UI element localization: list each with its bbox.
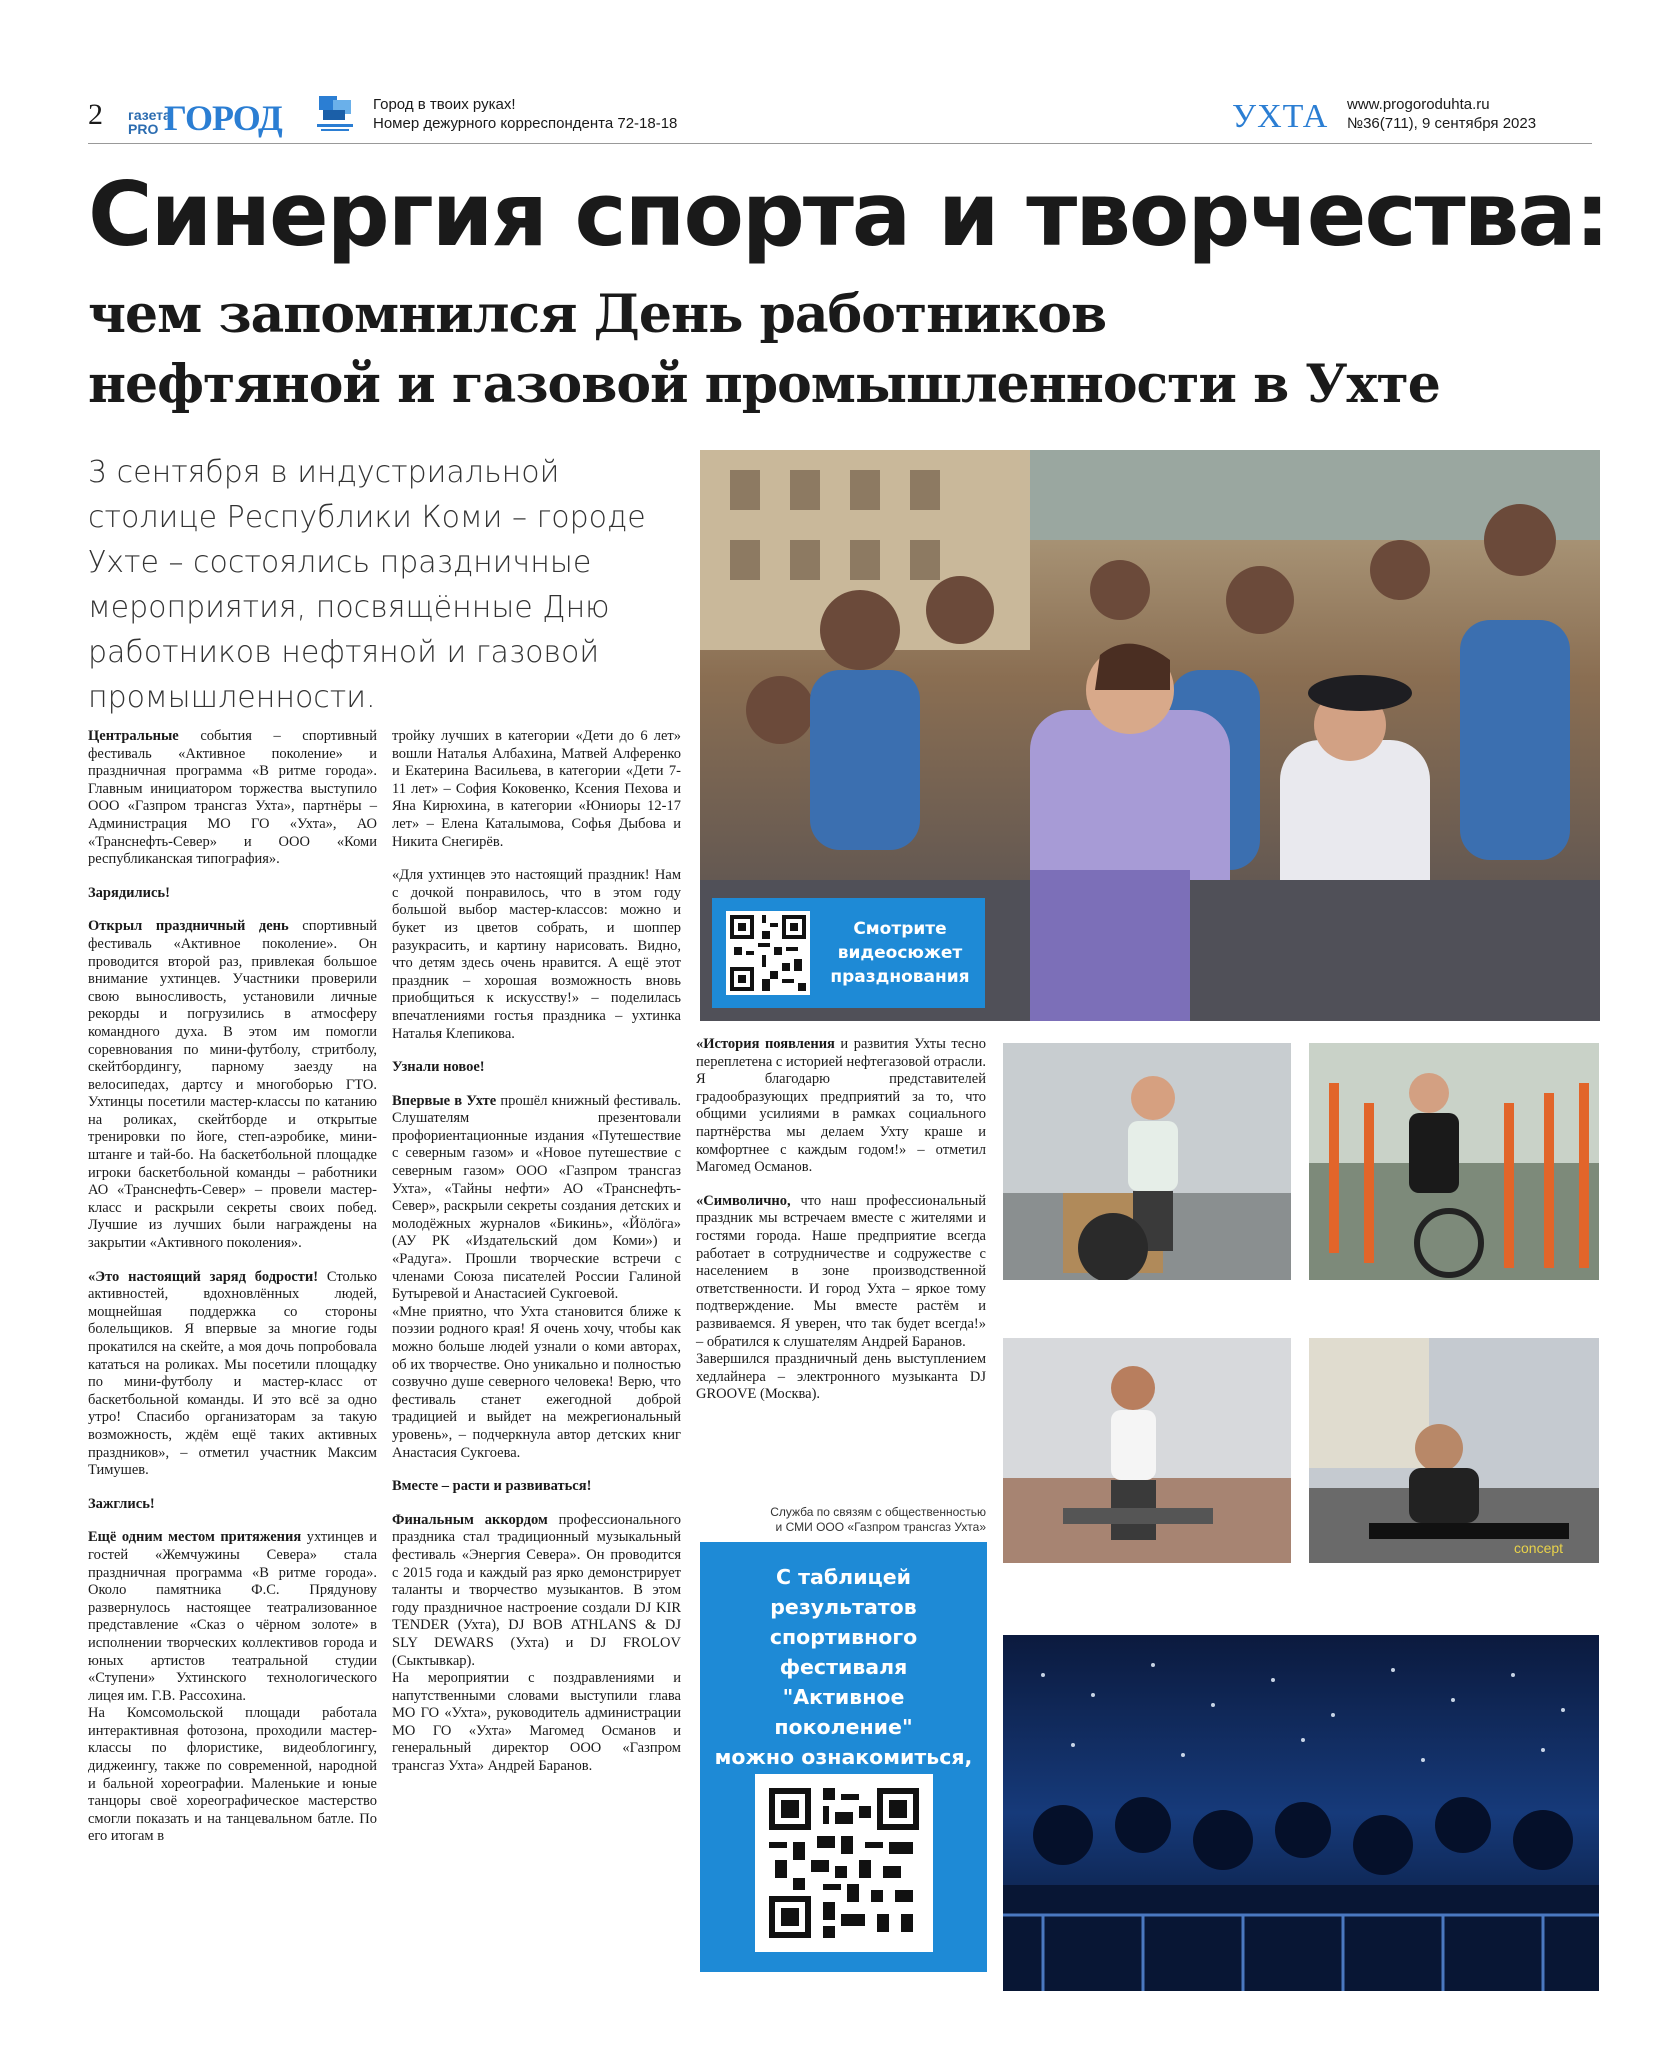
tagline-line-2: Номер дежурного корреспондента 72-18-18	[373, 115, 678, 132]
lead-in: Впервые в Ухте	[392, 1092, 497, 1109]
quote-paragraph	[696, 1036, 986, 1177]
paragraph-text: что наш профессиональный праздник мы встречаем вместе с жителями и гостями города. Наше предприятие всегда работает в сотрудничестве и содружестве с населением в зоне производственной ответственности. И город Ухта – яркое тому подтверждение. Мы вместе растём и развиваемся. Я уверен, что так будет всегда!» – обратился к слушателям Андрей Баранов.	[696, 1192, 986, 1350]
quote-paragraph: «Мне приятно, что Ухта становится ближе к поэзии родного края! Я очень хочу, чтобы как можно больше людей узнали о коми авторах, об их творчестве. Оно уникально и полностью созвучно душе северного человека! Верю, что фестиваль станет ежегодной доброй традицией и выйдет на межрегиональный уровень», – подчеркнула автор детских книг Анастасия Сукгоева.	[392, 1303, 681, 1461]
paragraph	[88, 918, 377, 1252]
header-tagline	[373, 95, 677, 133]
video-qr-code-icon[interactable]	[726, 911, 810, 995]
lead-in: Финальным аккордом	[392, 1511, 548, 1528]
promo-line: "Активное поколение"	[774, 1685, 913, 1739]
paragraph-text: и развития Ухты тесно переплетена с историей нефтегазовой отрасли. Я благодарю представителей градообразующих предприятий за то, что общими усилиями в рамках социального партнёрства мы делаем Ухту краше и комфортнее с каждым годом!» – отметил Магомед Османов.	[696, 1036, 986, 1176]
paragraph-text: ухтинцев и гостей «Жемчужины Севера» стала праздничная программа «В ритме города». Около памятника Ф.С. Прядунову развернулось настоящее театрализованное представление «Сказ о чёрном золоте» в исполнении творческих коллективов города и юных артистов театральной студии «Ступени» Ухтинского технологического лицея им. Г.В. Рассохина.	[88, 1529, 378, 1704]
section-heading: Зарядились!	[88, 884, 170, 901]
issue-info	[1347, 95, 1536, 133]
promo-line: С таблицей результатов	[770, 1565, 917, 1619]
newspaper-logo	[128, 96, 282, 136]
promo-line: Смотрите	[853, 919, 947, 939]
tagline-line-1: Город в твоих руках!	[373, 96, 516, 113]
paragraph: тройку лучших в категории «Дети до 6 лет» вошли Наталья Албахина, Матвей Алференко и Екатерина Васильева, в категории «Дети 7-11 лет» – София Коковенко, Ксения Пехова и Яна Кирюхина, в категории «Юниоры 12-17 лет» – Елена Каталымова, Софья Дыбова и Никита Снегирёв.	[392, 728, 681, 850]
logo-small-text: газета PRO	[128, 107, 171, 137]
issue-number: №36(711), 9 сентября 2023	[1347, 115, 1537, 132]
typography-emblem-icon	[313, 92, 357, 134]
quote-paragraph	[88, 1269, 377, 1480]
paragraph-text: события – спортивный фестиваль «Активное поколение» и праздничная программа «В ритме города». Главным инициатором торжества выступило ООО «Газпром трансгаз Ухта», партнёры – Администрация МО ГО «Ухта», АО «Транснефть-Север» и ООО «Коми республиканская типография».	[88, 728, 377, 868]
promo-line: видеосюжет	[837, 943, 963, 963]
photo-step-aerobics	[1003, 1338, 1291, 1563]
video-promo-text	[820, 917, 980, 989]
equipment-brand: concept	[1514, 1540, 1564, 1556]
paragraph: На Комсомольской площади работала интерактивная фотозона, проходили мастер-классы по флористике, видеоблогингу, диджеингу, также по современной, народной и бальной хореографии. Маленькие и юные танцоры своё хореографическое мастерство смогли показать и на танцевальном батле. По его итогам в	[88, 1705, 377, 1845]
city-name: УХТА	[1232, 98, 1329, 135]
paragraph: Завершился праздничный день выступлением хедлайнера – электронного музыканта DJ GROOVE (Москва).	[696, 1351, 986, 1403]
paragraph-text: спортивный фестиваль «Активное поколение». Он проводится второй раз, привлекая большое внимание ухтинцев. Участники проверили свою выносливость, установили личные рекорды и погрузились в атмосферу командного духа. В этом им помогли соревнования по мини-футболу, стритболу, скейтбордингу, парному заезду на велосипедах, дартсу и многоборью ГТО. Ухтинцы посетили мастер-классы по катанию на роликах, скейтборде и открытые тренировки по йоге, степ-аэробике, мини-штанге и тай-бо. На баскетбольной площадке игроки баскетбольной команды – работники АО «Транснефть-Север» – провели мастер-класс и раскрыли секреты своих побед. Лучшие из лучших были награждены на закрытии «Активного поколения».	[88, 918, 377, 1252]
photo-concert-crowd	[1003, 1635, 1599, 1991]
credit-line-2: и СМИ ООО «Газпром трансгаз Ухта»	[775, 1520, 986, 1534]
credit-line-1: Служба по связям с общественностью	[770, 1505, 986, 1519]
photo-boy-step-exercise	[1003, 1043, 1291, 1280]
subtitle-line-1: чем запомнился День работников	[88, 284, 1107, 345]
lead-in: Центральные	[88, 728, 179, 744]
lead-in: «Символично,	[696, 1192, 791, 1209]
section-heading: Узнали новое!	[392, 1059, 485, 1076]
promo-line: можно ознакомиться,	[714, 1745, 973, 1769]
quote-paragraph: «Для ухтинцев это настоящий праздник! Нам с дочкой понравилось, что в этом году большой выбор мастер-классов: можно и букет из цветов собрать, и шоппер разукрасить, и картину нарисовать. Видно, что детям здесь очень нравится. А ещё этот праздник – хорошая возможность вновь приобщиться к искусству!» – поделилась впечатлениями гостья праздника – ухтинка Наталья Клепикова.	[392, 867, 681, 1042]
article-column-3	[696, 1036, 986, 1404]
section-heading: Вместе – расти и развиваться!	[392, 1478, 592, 1495]
paragraph: На мероприятии с поздравлениями и напутственными словами выступили глава МО ГО «Ухта», руководитель администрации МО ГО «Ухта» Магомед Османов и генеральный директор ООО «Газпром трансгаз Ухта» Андрей Баранов.	[392, 1670, 681, 1775]
logo-big-text: ГОРОД	[164, 98, 282, 138]
video-qr-promo[interactable]	[712, 898, 985, 1008]
website-link[interactable]: www.progoroduhta.ru	[1347, 96, 1490, 113]
subtitle-line-2: нефтяной и газовой промышленности в Ухте	[88, 354, 1440, 415]
paragraph	[392, 1093, 681, 1304]
quote-paragraph	[696, 1193, 986, 1351]
article-column-2	[392, 728, 681, 1776]
photo-cyclist	[1309, 1043, 1599, 1280]
paragraph	[88, 1529, 377, 1705]
lead-in: «История появления	[696, 1036, 835, 1052]
article-lead: 3 сентября в индустриальной столице Республики Коми – городе Ухте – состоялись праздничные мероприятия, посвящённые Дню работников нефтяной и газовой промышленности.	[88, 455, 646, 715]
paragraph	[392, 1512, 681, 1670]
promo-line: спортивного фестиваля	[769, 1625, 918, 1679]
paragraph-text: профессионального праздника стал традиционный музыкальный фестиваль «Энергия Севера». Он проводится с 2015 года и каждый раз ярко демонстрирует таланты и творчество музыкантов. В этом году праздничное настроение создали DJ KIR TENDER (Ухта), DJ BOB ATHLANS & DJ SLY DEWARS (Ухта) и DJ FROLOV (Сыктывкар).	[392, 1511, 681, 1669]
lead-in: Открыл праздничный день	[88, 918, 289, 935]
paragraph-text: прошёл книжный фестиваль. Слушателям презентовали профориентационные издания «Путешествие с северным газом» и «Новое путешествие с северным газом» ООО «Газпром трансгаз Ухта», «Тайны нефти» АО «Транснефть-Север», раскрыли секреты создания детских и молодёжных журналов «Бикинь», «Йӧлӧга» (АУ РК «Издательский дом Коми») и «Радуга». Прошли творческие встречи с членами Союза писателей России Галиной Бутыревой и Анастасией Сукгоевой.	[392, 1092, 682, 1303]
paragraph-text: Столько активностей, вдохновлённых людей, мощнейшая поддержка со стороны болельщиков. Я впервые за многие годы прокатился на скейте, а моя дочь попробовала кататься на роликах. Мы посетили площадку по мини-футболу и мастер-класс от баскетбольной команды. И это всё за одно утро! Спасибо организаторам за такую возможность, ждём ещё таких активных праздников», – отметил участник Максим Тимушев.	[88, 1268, 378, 1479]
results-qr-promo[interactable]	[700, 1542, 987, 1972]
header-divider	[88, 143, 1592, 144]
lead-in: Ещё одним местом притяжения	[88, 1529, 302, 1546]
article-title: Синергия спорта и творчества:	[88, 163, 1608, 266]
photo-rowing-machine	[1309, 1338, 1599, 1563]
article-column-1	[88, 728, 377, 1846]
section-heading: Зажглись!	[88, 1495, 155, 1512]
article-subtitle	[88, 280, 1440, 420]
page-number: 2	[88, 98, 103, 131]
paragraph	[88, 728, 377, 869]
results-qr-code-icon[interactable]	[755, 1774, 933, 1952]
photo-credit	[696, 1505, 986, 1535]
promo-line: празднования	[830, 967, 970, 987]
lead-in: «Это настоящий заряд бодрости!	[88, 1268, 319, 1285]
